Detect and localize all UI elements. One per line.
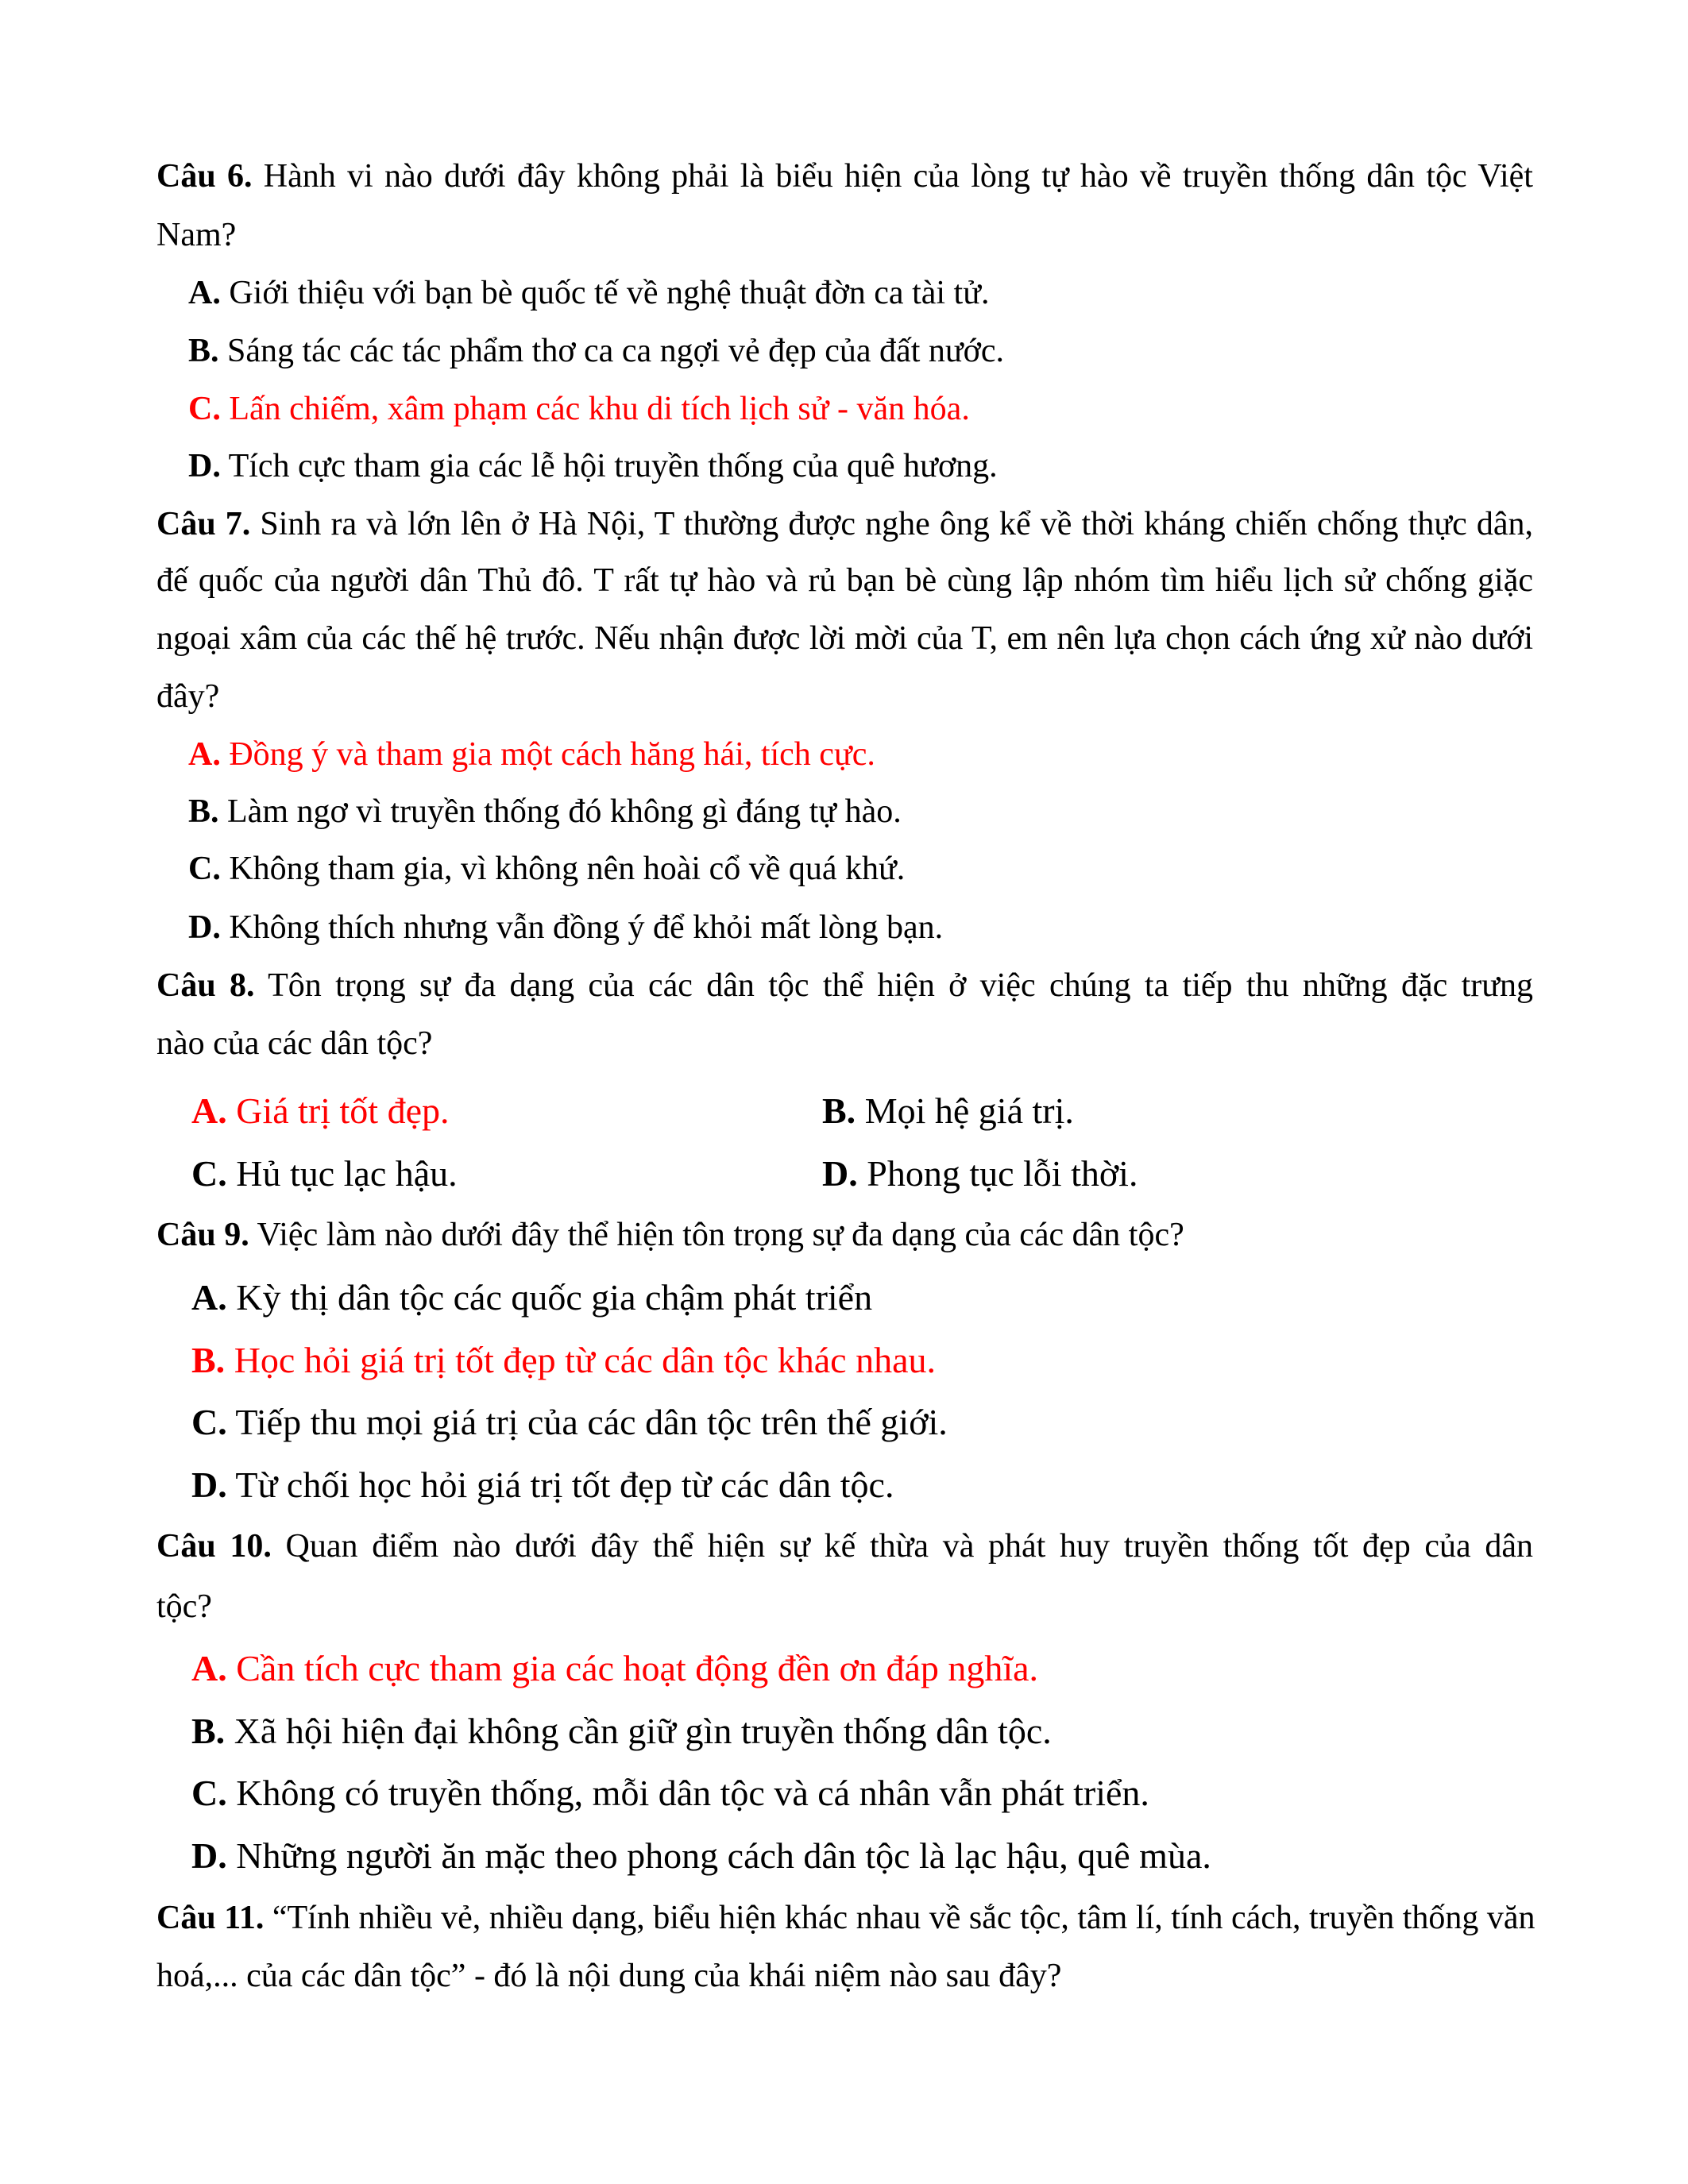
question-7-option-c: C. Không tham gia, vì không nên hoài cổ về quá khứ. bbox=[188, 851, 906, 887]
question-6-stem-line-1: Câu 6. Hành vi nào dưới đây không phải là biểu hiện của lòng tự hào về truyền thống dân tộc Việt bbox=[156, 158, 1533, 195]
question-10-label: Câu 10. bbox=[156, 1528, 272, 1565]
question-9-option-a: A. Kỳ thị dân tộc các quốc gia chậm phát triển bbox=[191, 1277, 873, 1318]
question-6-label: Câu 6. bbox=[156, 158, 253, 195]
question-8-label: Câu 8. bbox=[156, 967, 255, 1004]
question-7-stem-line-4: đây? bbox=[156, 678, 220, 715]
question-7-stem-line-1: Câu 7. Sinh ra và lớn lên ở Hà Nội, T thường được nghe ông kể về thời kháng chiến chống thực dân, bbox=[156, 506, 1533, 542]
question-10-stem-line-1: Câu 10. Quan điểm nào dưới đây thể hiện sự kế thừa và phát huy truyền thống tốt đẹp của dân bbox=[156, 1528, 1533, 1565]
question-6-stem-line-2: Nam? bbox=[156, 217, 237, 253]
question-10-stem-line-2: tộc? bbox=[156, 1588, 212, 1625]
question-6-option-a: A. Giới thiệu với bạn bè quốc tế về nghệ thuật đờn ca tài tử. bbox=[188, 275, 990, 311]
question-10-option-a-correct: A. Cần tích cực tham gia các hoạt động đền ơn đáp nghĩa. bbox=[191, 1648, 1039, 1688]
question-11-stem-line-2: hoá,... của các dân tộc” - đó là nội dung của khái niệm nào sau đây? bbox=[156, 1958, 1062, 1994]
question-8-option-d: D. Phong tục lỗi thời. bbox=[822, 1153, 1138, 1194]
question-8-option-b: B. Mọi hệ giá trị. bbox=[822, 1090, 1074, 1131]
question-7-stem-line-3: ngoại xâm của các thế hệ trước. Nếu nhận được lời mời của T, em nên lựa chọn cách ứng xử nào dưới bbox=[156, 620, 1533, 657]
question-7-option-d: D. Không thích nhưng vẫn đồng ý để khỏi mất lòng bạn. bbox=[188, 909, 944, 946]
question-10-option-d: D. Những người ăn mặc theo phong cách dân tộc là lạc hậu, quê mùa. bbox=[191, 1835, 1211, 1876]
question-7-label: Câu 7. bbox=[156, 506, 251, 542]
question-9-option-d: D. Từ chối học hỏi giá trị tốt đẹp từ các dân tộc. bbox=[191, 1464, 894, 1505]
question-11-stem-line-1: Câu 11. “Tính nhiều vẻ, nhiều dạng, biểu hiện khác nhau về sắc tộc, tâm lí, tính cách, truyền thống văn bbox=[156, 1900, 1535, 1936]
question-9-stem-line-1: Câu 9. Việc làm nào dưới đây thể hiện tôn trọng sự đa dạng của các dân tộc? bbox=[156, 1217, 1184, 1253]
question-9-option-c: C. Tiếp thu mọi giá trị của các dân tộc trên thế giới. bbox=[191, 1402, 948, 1442]
question-8-stem-line-1: Câu 8. Tôn trọng sự đa dạng của các dân tộc thể hiện ở việc chúng ta tiếp thu những đặc trưng bbox=[156, 967, 1533, 1004]
question-6-option-b: B. Sáng tác các tác phẩm thơ ca ca ngợi vẻ đẹp của đất nước. bbox=[188, 333, 1004, 369]
question-9-option-b-correct: B. Học hỏi giá trị tốt đẹp từ các dân tộc khác nhau. bbox=[191, 1340, 936, 1380]
question-8-option-c: C. Hủ tục lạc hậu. bbox=[191, 1153, 458, 1194]
question-7-stem-line-2: đế quốc của người dân Thủ đô. T rất tự hào và rủ bạn bè cùng lập nhóm tìm hiểu lịch sử chống giặc bbox=[156, 562, 1533, 599]
question-8-stem-line-2: nào của các dân tộc? bbox=[156, 1025, 433, 1062]
question-10-option-c: C. Không có truyền thống, mỗi dân tộc và cá nhân vẫn phát triển. bbox=[191, 1773, 1149, 1813]
question-8-option-a-correct: A. Giá trị tốt đẹp. bbox=[191, 1090, 450, 1131]
question-7-option-a-correct: A. Đồng ý và tham gia một cách hăng hái, tích cực. bbox=[188, 736, 875, 773]
question-10-option-b: B. Xã hội hiện đại không cần giữ gìn truyền thống dân tộc. bbox=[191, 1711, 1052, 1751]
question-7-option-b: B. Làm ngơ vì truyền thống đó không gì đáng tự hào. bbox=[188, 793, 902, 830]
question-6-option-d: D. Tích cực tham gia các lễ hội truyền thống của quê hương. bbox=[188, 448, 998, 484]
question-9-label: Câu 9. bbox=[156, 1217, 249, 1253]
question-11-label: Câu 11. bbox=[156, 1900, 265, 1936]
question-6-option-c-correct: C. Lấn chiếm, xâm phạm các khu di tích lịch sử - văn hóa. bbox=[188, 391, 970, 427]
